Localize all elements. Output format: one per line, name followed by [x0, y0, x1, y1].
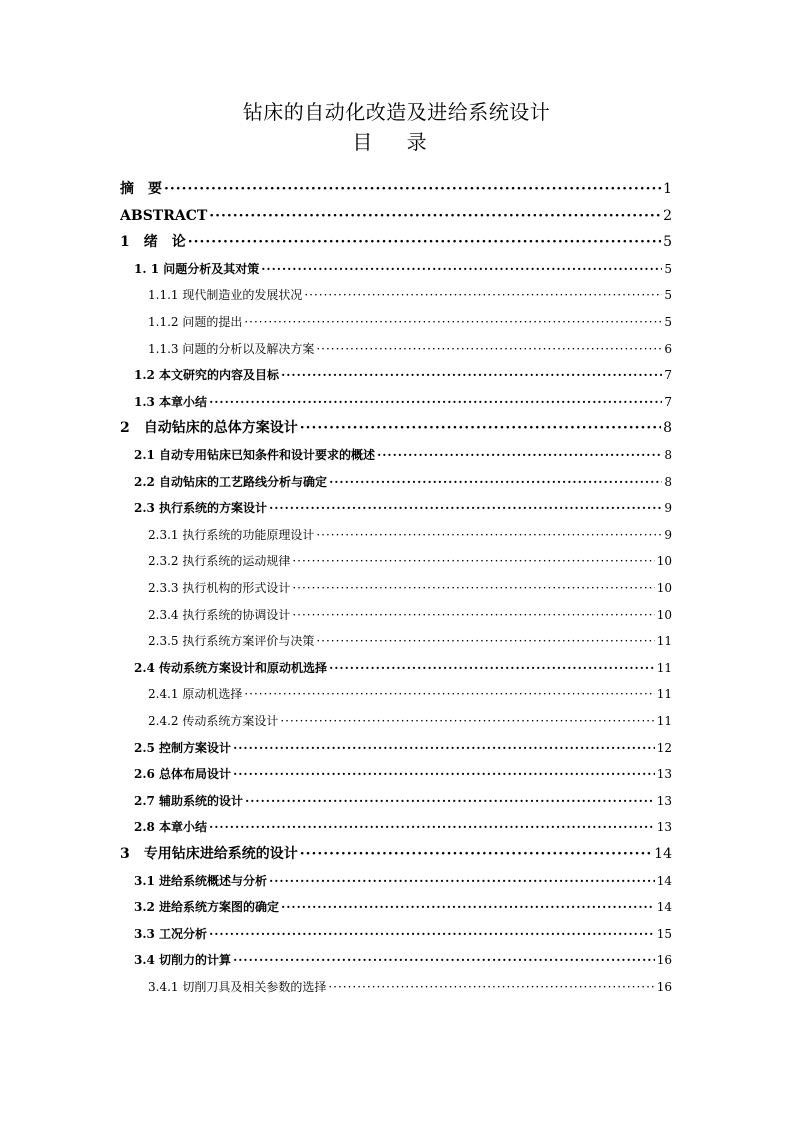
toc-leader-dots [316, 524, 662, 546]
toc-entry[interactable] [134, 870, 672, 892]
toc-entry-page: 11 [656, 634, 672, 649]
toc-entry[interactable] [120, 205, 672, 227]
toc-entry-page: 14 [654, 846, 672, 862]
toc-entry-page: 1 [663, 181, 672, 197]
toc-leader-dots [245, 790, 655, 812]
toc-entry-label: 1.1.2 问题的提出 [148, 315, 243, 329]
toc-leader-dots [261, 258, 662, 280]
toc-entry-label: 3 专用钻床进给系统的设计 [120, 846, 298, 862]
toc-entry[interactable] [148, 604, 672, 626]
toc-entry-label: 2.7 辅助系统的设计 [134, 793, 244, 808]
toc-entry[interactable] [120, 417, 672, 439]
toc-entry-label: 1.2 本文研究的内容及目标 [134, 368, 280, 383]
toc-entry-page: 12 [656, 740, 672, 755]
toc-entry[interactable] [134, 896, 672, 918]
toc-entry-label: 1. 1 问题分析及其对策 [134, 261, 260, 276]
toc-entry-page: 13 [656, 767, 672, 782]
toc-leader-dots [233, 737, 655, 759]
toc-entry-label: 2.3.4 执行系统的协调设计 [148, 607, 291, 622]
toc-entry-page: 15 [656, 926, 672, 941]
toc-entry-page: 16 [656, 953, 672, 968]
toc-entry[interactable] [148, 524, 672, 546]
toc-leader-dots [269, 497, 662, 519]
toc-entry-label: 2.3 执行系统的方案设计 [134, 501, 268, 516]
toc-entry-page: 8 [664, 474, 672, 489]
toc-entry-page: 16 [656, 980, 672, 994]
toc-entry-page: 14 [656, 873, 672, 888]
toc-entry[interactable] [120, 843, 672, 865]
toc-entry-label: 2.8 本章小结 [134, 820, 208, 835]
toc-entry-page: 10 [656, 607, 672, 622]
toc-entry[interactable] [134, 364, 672, 386]
toc-entry-label: 1.3 本章小结 [134, 394, 208, 409]
toc-leader-dots [316, 630, 654, 652]
toc-entry[interactable] [134, 391, 672, 413]
toc-leader-dots [377, 444, 662, 466]
toc-entry[interactable] [134, 763, 672, 785]
toc-entry-page: 13 [656, 793, 672, 808]
toc-entry-label: 3.1 进给系统概述与分析 [134, 873, 268, 888]
toc-entry-page: 8 [664, 448, 672, 462]
toc-entry-label: 1 绪 论 [120, 234, 186, 251]
toc-leader-dots [304, 284, 662, 306]
toc-entry-label: 2.4.2 传动系统方案设计 [148, 714, 279, 728]
toc-leader-dots [233, 949, 655, 971]
toc-entry[interactable] [134, 497, 672, 519]
toc-entry-label: 2.3.2 执行系统的运动规律 [148, 554, 291, 569]
toc-entry-label: 2 自动钻床的总体方案设计 [120, 420, 298, 437]
toc-entry-page: 5 [664, 315, 672, 329]
document-title: 钻床的自动化改造及进给系统设计 [242, 100, 551, 124]
toc-entry-page: 9 [664, 527, 672, 542]
toc-entry-page: 11 [656, 660, 672, 675]
toc-leader-dots [300, 417, 661, 439]
toc-leader-dots [164, 178, 661, 200]
toc-entry[interactable] [148, 683, 672, 705]
toc-entry-label: 1.1.3 问题的分析以及解决方案 [148, 341, 315, 356]
toc-entry-label: 2.1 自动专用钻床已知条件和设计要求的概述 [134, 448, 376, 462]
toc-entry-page: 10 [656, 581, 672, 595]
toc-entry-page: 7 [664, 394, 672, 409]
toc-entry-page: 5 [664, 261, 672, 276]
toc-entry[interactable] [120, 231, 672, 253]
toc-leader-dots [269, 870, 655, 892]
toc-entry-page: 5 [664, 288, 672, 303]
toc-leader-dots [233, 763, 655, 785]
toc-entry[interactable] [148, 338, 672, 360]
toc-entry[interactable] [134, 258, 672, 280]
toc-entry-label: 2.4 传动系统方案设计和原动机选择 [134, 660, 328, 675]
toc-entry[interactable] [134, 657, 672, 679]
toc-leader-dots [292, 604, 654, 626]
toc-entry[interactable] [148, 710, 672, 732]
toc-entry-label: 2.3.3 执行机构的形式设计 [148, 581, 291, 595]
toc-entry-label: 3.2 进给系统方案图的确定 [134, 900, 280, 915]
toc-leader-dots [329, 657, 655, 679]
toc-entry[interactable] [148, 311, 672, 333]
toc-entry-page: 5 [663, 234, 672, 251]
toc-leader-dots [328, 976, 654, 998]
toc-entry[interactable] [134, 444, 672, 466]
toc-entry-page: 13 [656, 820, 672, 835]
toc-entry-label: 2.2 自动钻床的工艺路线分析与确定 [134, 474, 328, 489]
toc-entry-label: 3.3 工况分析 [134, 926, 208, 941]
toc-entry[interactable] [120, 178, 672, 200]
toc-entry-label: 3.4 切削力的计算 [134, 953, 232, 968]
toc-entry-label: 2.4.1 原动机选择 [148, 687, 243, 702]
toc-entry[interactable] [148, 577, 672, 599]
toc-entry-page: 14 [656, 900, 672, 915]
toc-leader-dots [209, 205, 661, 227]
toc-entry-label: 2.3.5 执行系统方案评价与决策 [148, 634, 315, 649]
toc-heading: 目 录 [352, 130, 441, 154]
toc-leader-dots [292, 550, 654, 572]
toc-entry[interactable] [134, 790, 672, 812]
toc-leader-dots [281, 364, 662, 386]
toc-leader-dots [316, 338, 662, 360]
toc-leader-dots [244, 683, 654, 705]
toc-leader-dots [300, 843, 652, 865]
toc-leader-dots [244, 311, 662, 333]
toc-entry-page: 10 [656, 554, 672, 569]
toc-entry-page: 8 [663, 420, 672, 437]
toc-entry-label: 1.1.1 现代制造业的发展状况 [148, 288, 303, 303]
toc-leader-dots [280, 710, 654, 732]
toc-entry-page: 11 [656, 714, 672, 728]
toc-leader-dots [209, 391, 662, 413]
toc-entry[interactable] [134, 923, 672, 945]
toc-entry-page: 11 [656, 687, 672, 702]
toc-leader-dots [209, 923, 655, 945]
toc-entry-page: 2 [663, 207, 672, 224]
toc-entry-label: 摘 要 [120, 181, 162, 197]
toc-entry-label: 2.6 总体布局设计 [134, 767, 232, 782]
toc-entry[interactable] [148, 630, 672, 652]
toc-entry-label: 3.4.1 切削刀具及相关参数的选择 [148, 980, 327, 994]
toc-entry-page: 6 [664, 341, 672, 356]
toc-leader-dots [188, 231, 661, 253]
toc-leader-dots [329, 471, 662, 493]
toc-entry-label: 2.3.1 执行系统的功能原理设计 [148, 527, 315, 542]
toc-leader-dots [292, 577, 654, 599]
toc-entry[interactable] [148, 550, 672, 572]
toc-entry-label: ABSTRACT [120, 207, 208, 224]
toc-entry[interactable] [148, 976, 672, 998]
toc-leader-dots [281, 896, 655, 918]
toc-entry-page: 7 [664, 368, 672, 383]
toc-entry[interactable] [134, 816, 672, 838]
toc-entry-page: 9 [664, 501, 672, 516]
toc-entry[interactable] [134, 471, 672, 493]
toc-entry[interactable] [148, 284, 672, 306]
toc-entry-label: 2.5 控制方案设计 [134, 740, 232, 755]
toc-entry[interactable] [134, 949, 672, 971]
toc-leader-dots [209, 816, 655, 838]
toc-entry[interactable] [134, 737, 672, 759]
